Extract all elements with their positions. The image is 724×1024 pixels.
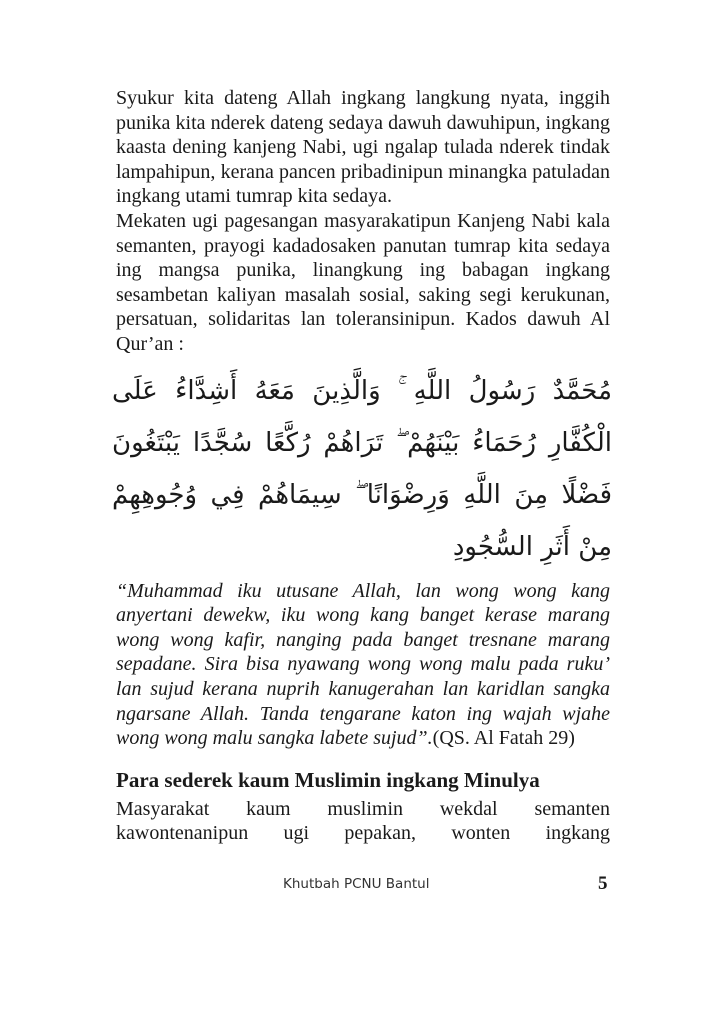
section-heading: Para sederek kaum Muslimin ingkang Minulya (116, 767, 540, 792)
citation: (QS. Al Fatah 29) (432, 727, 575, 750)
body-top (116, 86, 610, 357)
body-bottom (116, 797, 610, 846)
paragraph-3: Masyarakat kaum muslimin wekdal semanten kawontenanipun ugi pepakan, wonten ingkang (116, 797, 610, 845)
paragraph-1: Syukur kita dateng Allah ingkang langkung nyata, inggih punika kita nderek dateng sedaya dawuh dawuhipun, ingkang kaasta dening kanjeng Nabi, ugi ngalap tulada nderek tindak lampahipun, kerana pancen pribadinipun minangka patuladan ingkang utami tumrap kita sedaya. (116, 87, 610, 208)
paragraph-2: Mekaten ugi pagesangan masyarakatipun Kanjeng Nabi kala semanten, prayogi kadadosaken panutan tumrap kita sedaya ing mangsa punika, linangkung ing babagan ingkang sesambetan kaliyan masalah sosial, saking segi kerukunan, persatuan, solidaritas lan toleransinipun. Kados dawuh Al Qur’an : (116, 209, 610, 355)
footer-title: Khutbah PCNU Bantul (283, 875, 430, 892)
page-footer (0, 872, 724, 900)
page-number: 5 (598, 872, 608, 894)
arabic-verse: مُحَمَّدٌ رَسُولُ اللَّهِ ۚ وَالَّذِينَ مَعَهُ أَشِدَّاءُ عَلَى الْكُفَّارِ رُحَمَاءُ بَيْنَهُمْ ۖ تَرَاهُمْ رُكَّعًا سُجَّدًا يَبْتَغُونَ فَضْلًا مِنَ اللَّهِ وَرِضْوَانًا ۖ سِيمَاهُمْ فِي وُجُوهِهِمْ مِنْ أَثَرِ السُّجُودِ (112, 375, 612, 562)
translation: “Muhammad iku utusane Allah, lan wong wong kang anyertani dewekw, iku wong kang banget kerase marang wong wong kafir, nanging pada banget tresnane marang sepadane. Sira bisa nyawang wong wong malu pada ruku’ lan sujud kerana nuprih kanugerahan lan karidlan sangka ngarsane Allah. Tanda tengarane katon ing wajah wjahe wong wong malu sangka labete sujud”. (116, 579, 610, 750)
translation-block (116, 579, 610, 751)
